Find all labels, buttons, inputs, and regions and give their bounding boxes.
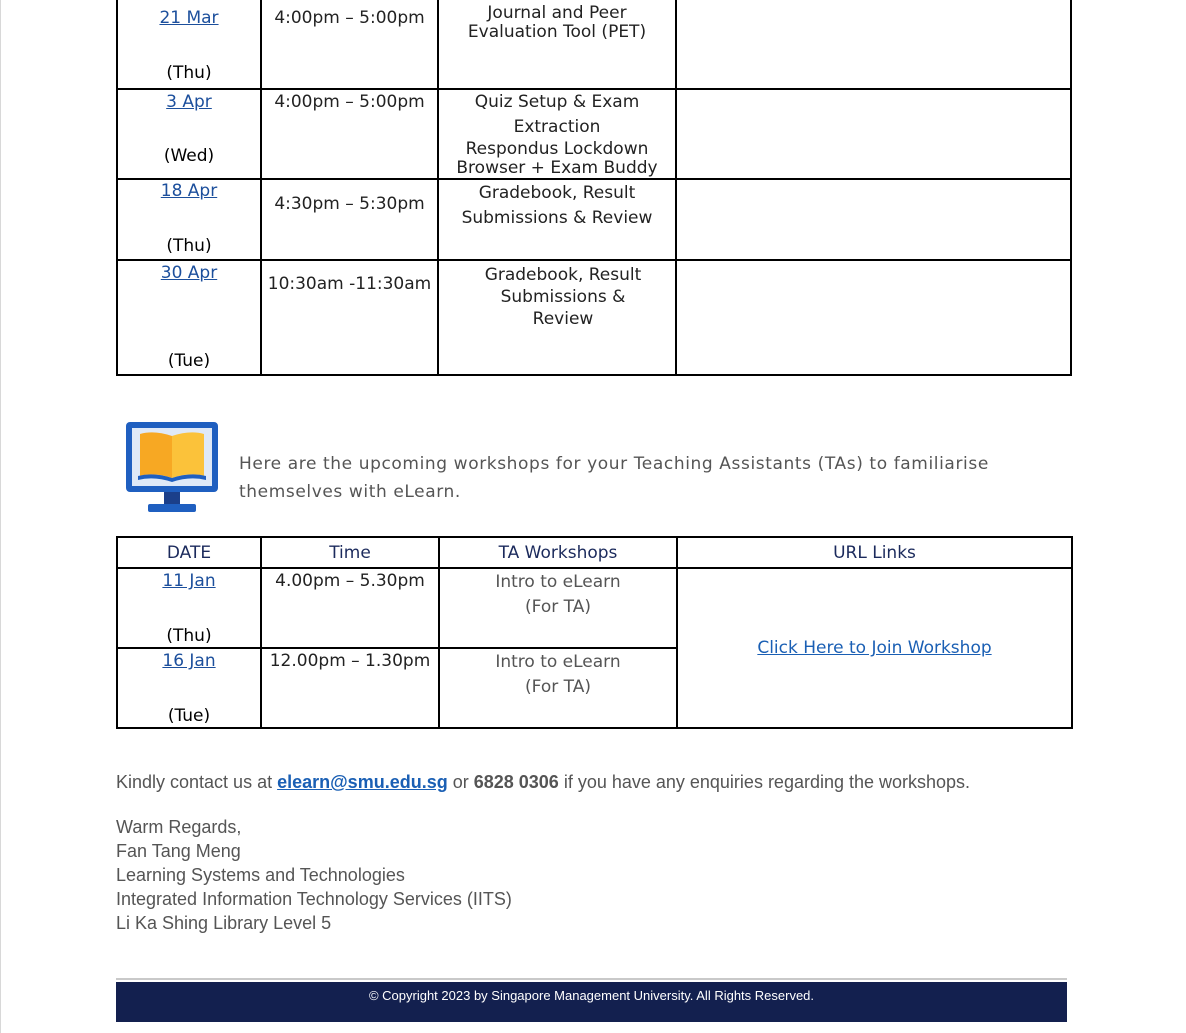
contact-suffix: if you have any enquiries regarding the workshops. [558, 772, 971, 792]
day-label: (Tue) [167, 351, 211, 371]
empty-cell [676, 179, 1071, 260]
table-row [117, 0, 1071, 89]
workshop-intro-text [239, 450, 1019, 506]
date-link[interactable]: 30 Apr [160, 263, 218, 283]
time-label: 12.00pm – 1.30pm [269, 651, 431, 671]
signature-block [116, 815, 512, 935]
time-label: 10:30am -11:30am [267, 274, 432, 294]
date-link[interactable]: 18 Apr [160, 181, 218, 201]
footer-divider [116, 978, 1067, 980]
date-cell [117, 179, 261, 260]
date-cell [117, 568, 261, 648]
topic-line: Intro to eLearn [495, 652, 621, 672]
time-cell [261, 0, 438, 89]
time-label: 4:30pm – 5:30pm [274, 194, 425, 214]
table-row [117, 260, 1071, 375]
date-link[interactable]: 21 Mar [159, 8, 219, 28]
topic-cell [438, 260, 676, 375]
header-date: DATE [117, 537, 261, 568]
table-row [117, 568, 1072, 648]
empty-cell [676, 0, 1071, 89]
time-cell [261, 179, 438, 260]
date-cell [117, 0, 261, 89]
topic-cell [439, 568, 677, 648]
date-link[interactable]: 16 Jan [162, 651, 216, 671]
contact-email-link[interactable]: elearn@smu.edu.sg [277, 772, 448, 792]
topic-line: Submissions & Review [461, 208, 653, 228]
day-label: (Tue) [167, 706, 211, 726]
time-cell [261, 568, 439, 648]
day-label: (Thu) [166, 626, 212, 646]
join-workshop-link[interactable]: Click Here to Join Workshop [757, 638, 992, 658]
topic-line: Evaluation Tool (PET) [467, 22, 647, 42]
table-header-row [117, 537, 1072, 568]
signature-location: Li Ka Shing Library Level 5 [116, 913, 332, 933]
signature-division: Integrated Information Technology Services (IITS) [116, 889, 512, 909]
time-label: 4:00pm – 5:00pm [274, 92, 425, 112]
day-label: (Wed) [163, 146, 215, 166]
signature-name: Fan Tang Meng [116, 841, 241, 861]
date-cell [117, 89, 261, 179]
date-cell [117, 260, 261, 375]
page-edge [0, 0, 1, 1033]
topic-line: Gradebook, Result [478, 183, 636, 203]
empty-cell [676, 89, 1071, 179]
ta-workshops-table [116, 536, 1073, 729]
topic-line: (For TA) [525, 677, 591, 697]
contact-prefix: Kindly contact us at [116, 772, 278, 792]
time-cell [261, 648, 439, 728]
day-label: (Thu) [166, 236, 212, 256]
topic-line: Gradebook, Result [484, 265, 642, 285]
topic-cell [438, 89, 676, 179]
empty-cell [676, 260, 1071, 375]
topic-cell [438, 0, 676, 89]
topic-line: Quiz Setup & Exam [474, 92, 640, 112]
topic-cell [439, 648, 677, 728]
url-cell [677, 568, 1072, 728]
contact-phone: 6828 0306 [473, 772, 559, 792]
header-workshop: TA Workshops [439, 537, 677, 568]
table-row [117, 89, 1071, 179]
table-row [117, 179, 1071, 260]
date-link[interactable]: 11 Jan [162, 571, 216, 591]
topic-line: Submissions & [500, 287, 626, 307]
topic-line: (For TA) [525, 597, 591, 617]
schedule-table [116, 0, 1072, 376]
contact-line [116, 772, 970, 793]
date-link[interactable]: 3 Apr [166, 92, 212, 112]
topic-line: Review [532, 309, 594, 329]
time-label: 4:00pm – 5:00pm [274, 8, 425, 28]
topic-line: Browser + Exam Buddy [456, 158, 658, 178]
signature-department: Learning Systems and Technologies [116, 865, 405, 885]
date-cell [117, 648, 261, 728]
copyright-text: © Copyright 2023 by Singapore Management University. All Rights Reserved. [368, 988, 815, 1003]
book-monitor-icon [124, 420, 220, 516]
topic-line: Journal and Peer [487, 3, 627, 23]
topic-line: Extraction [513, 117, 601, 137]
header-time: Time [261, 537, 439, 568]
time-cell [261, 89, 438, 179]
time-cell [261, 260, 438, 375]
topic-line: Intro to eLearn [495, 572, 621, 592]
time-label: 4.00pm – 5.30pm [275, 571, 425, 591]
contact-middle: or [447, 772, 474, 792]
intro-line: themselves with eLearn. [239, 482, 461, 502]
topic-cell [438, 179, 676, 260]
intro-line: Here are the upcoming workshops for your Teaching Assistants (TAs) to familiarise [239, 454, 989, 474]
signature-greeting: Warm Regards, [116, 817, 242, 837]
day-label: (Thu) [166, 63, 212, 83]
header-url: URL Links [677, 537, 1072, 568]
topic-line: Respondus Lockdown [465, 139, 649, 159]
footer-bar [116, 982, 1067, 1022]
